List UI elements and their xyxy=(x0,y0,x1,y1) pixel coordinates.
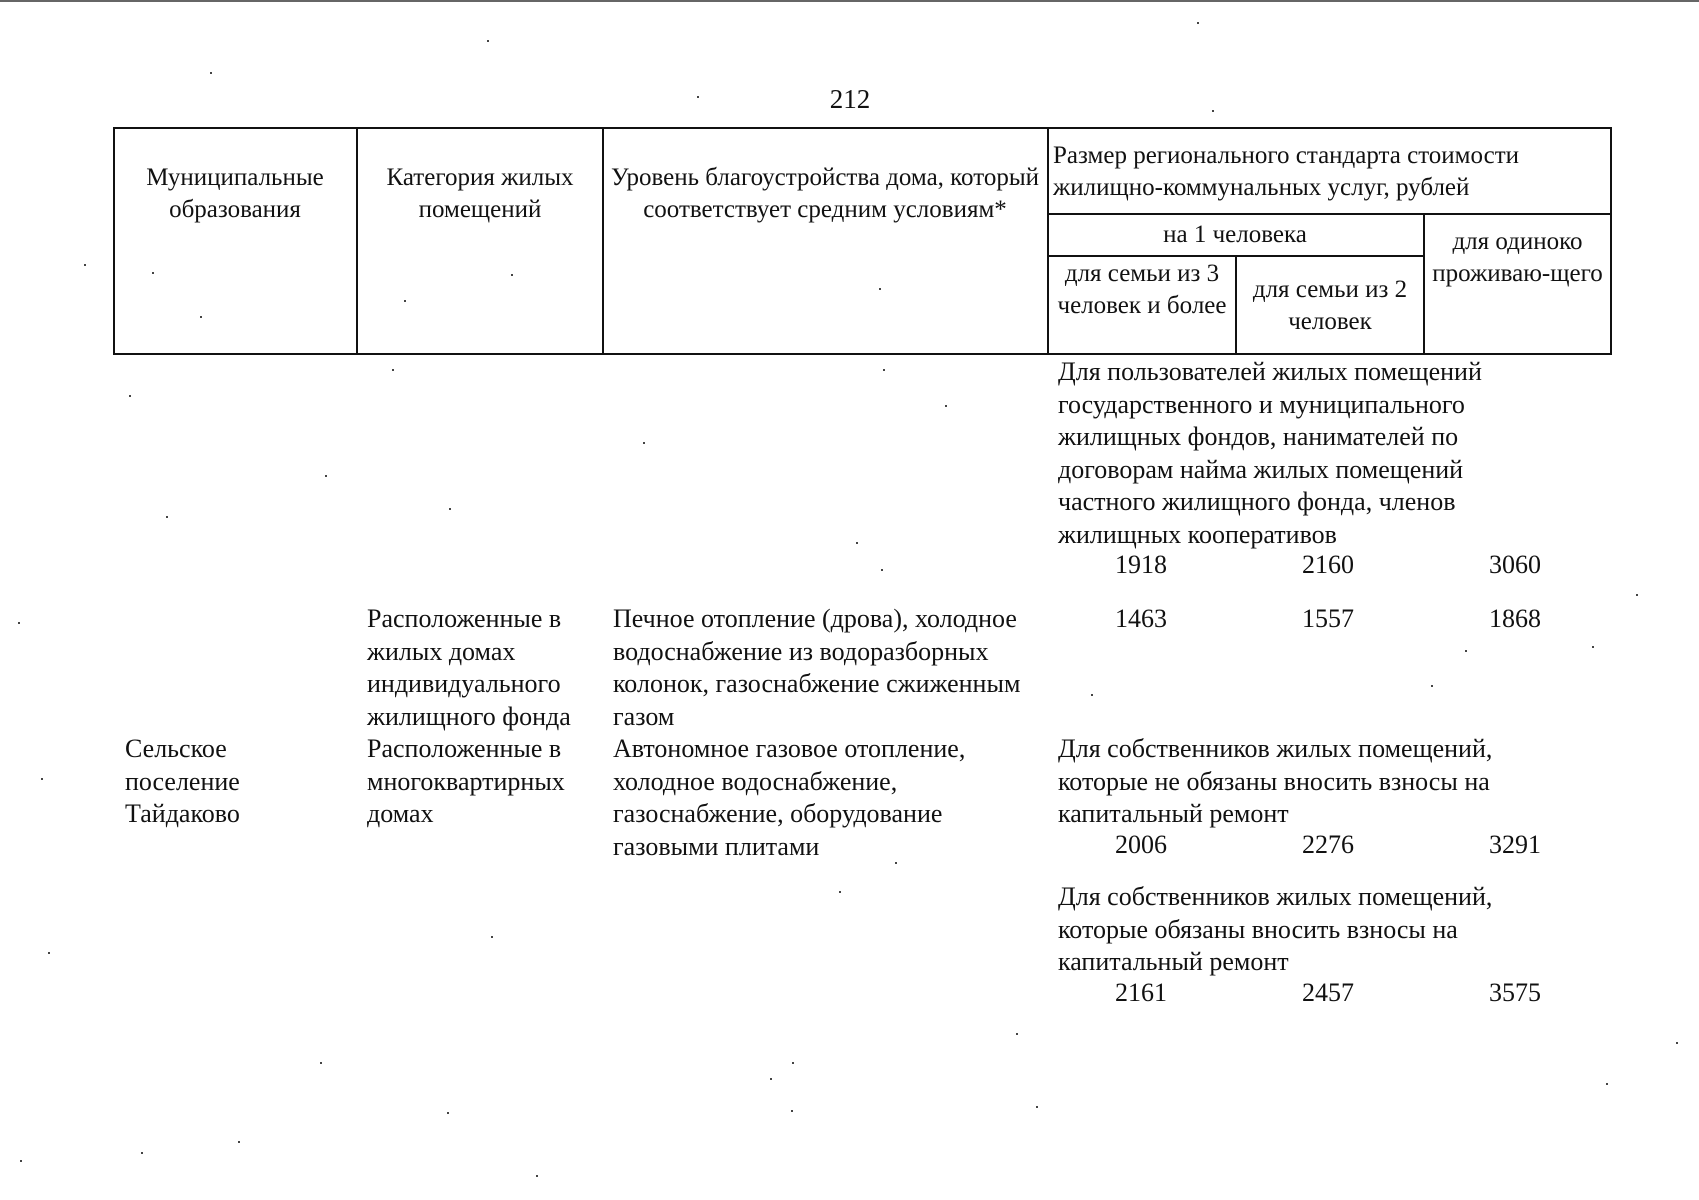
scan-speck xyxy=(129,395,131,397)
scan-speck xyxy=(1636,594,1638,596)
scan-speck xyxy=(883,369,885,371)
scan-speck xyxy=(48,952,50,954)
scan-speck xyxy=(839,891,841,893)
scan-speck xyxy=(770,1078,772,1080)
scan-speck xyxy=(18,622,20,624)
tenants-value-family3: 1918 xyxy=(1115,550,1167,579)
scan-speck xyxy=(84,264,86,266)
scan-speck xyxy=(210,72,212,74)
scan-speck xyxy=(320,1062,322,1064)
scan-speck xyxy=(879,288,881,290)
scan-speck xyxy=(792,1062,794,1064)
scan-speck xyxy=(945,405,947,407)
header-family3: для семьи из 3 человек и более xyxy=(1057,260,1227,319)
header-level: Уровень благоустройства дома, который соответствует средним условиям* xyxy=(611,164,1039,223)
tenants-value-family2: 2160 xyxy=(1302,550,1354,579)
scan-speck xyxy=(449,508,451,510)
header-municipal: Муниципальные образования xyxy=(146,164,324,223)
header-single: для одиноко проживаю-щего xyxy=(1432,228,1603,287)
header-family2: для семьи из 2 человек xyxy=(1252,276,1408,335)
apartment-level: Автономное газовое отопление, холодное водоснабжение, газоснабжение, оборудование газовыми плитами xyxy=(613,734,966,861)
scan-speck xyxy=(152,272,154,274)
scan-speck xyxy=(392,369,394,371)
scan-speck xyxy=(447,1112,449,1114)
scan-speck xyxy=(141,1152,143,1154)
scan-speck xyxy=(511,274,513,276)
scan-speck xyxy=(238,1141,240,1143)
scan-speck xyxy=(491,936,493,938)
apartment-category: Расположенные в многоквартирных домах xyxy=(367,734,565,828)
individual-value-family2: 1557 xyxy=(1302,604,1354,633)
scan-speck xyxy=(536,1175,538,1177)
header-category: Категория жилых помещений xyxy=(386,164,574,223)
owners-no-capital-value-single: 3291 xyxy=(1489,830,1541,859)
municipality-name: Сельское поселение Тайдаково xyxy=(125,734,240,828)
scan-speck xyxy=(1592,646,1594,648)
scan-speck xyxy=(166,516,168,518)
header-per-person: на 1 человека xyxy=(1163,221,1307,248)
owners-capital-value-family3: 2161 xyxy=(1115,978,1167,1007)
individual-value-family3: 1463 xyxy=(1115,604,1167,633)
section-tenants-label: Для пользователей жилых помещений государственного и муниципального жилищных фондов, нанимателей по договорам найма жилых помещений частного жилищного фонда, членов жилищных кооперативов xyxy=(1058,357,1482,549)
header-hline-1 xyxy=(1047,213,1612,215)
scan-speck xyxy=(643,442,645,444)
header-divider-2 xyxy=(602,127,604,355)
individual-value-single: 1868 xyxy=(1489,604,1541,633)
page-top-rule xyxy=(0,0,1699,2)
scan-speck xyxy=(200,316,202,318)
scan-speck xyxy=(1197,22,1199,24)
header-divider-3 xyxy=(1047,127,1049,355)
individual-level: Печное отопление (дрова), холодное водоснабжение из водоразборных колонок, газоснабжение сжиженным газом xyxy=(613,604,1021,731)
scan-speck xyxy=(1676,1042,1678,1044)
scan-speck xyxy=(1091,694,1093,696)
owners-no-capital-value-family3: 2006 xyxy=(1115,830,1167,859)
header-divider-5 xyxy=(1423,213,1425,355)
scan-speck xyxy=(1465,650,1467,652)
scan-speck xyxy=(325,475,327,477)
scan-speck xyxy=(1212,110,1214,112)
scan-speck xyxy=(20,1160,22,1162)
scan-speck xyxy=(1036,1106,1038,1108)
scan-speck xyxy=(487,40,489,42)
section-owners-no-capital-label: Для собственников жилых помещений, которые не обязаны вносить взносы на капитальный ремонт xyxy=(1058,734,1493,828)
scan-speck xyxy=(895,862,897,864)
page-number: 212 xyxy=(829,84,871,114)
scan-speck xyxy=(1431,685,1433,687)
owners-capital-value-family2: 2457 xyxy=(1302,978,1354,1007)
tenants-value-single: 3060 xyxy=(1489,550,1541,579)
scan-speck xyxy=(856,542,858,544)
owners-capital-value-single: 3575 xyxy=(1489,978,1541,1007)
header-divider-1 xyxy=(356,127,358,355)
scan-speck xyxy=(1606,1083,1608,1085)
scan-speck xyxy=(1016,1033,1018,1035)
owners-no-capital-value-family2: 2276 xyxy=(1302,830,1354,859)
individual-category: Расположенные в жилых домах индивидуального жилищного фонда xyxy=(367,604,571,731)
scan-speck xyxy=(881,569,883,571)
header-divider-4 xyxy=(1235,255,1237,355)
scan-speck xyxy=(404,300,406,302)
section-owners-capital-label: Для собственников жилых помещений, которые обязаны вносить взносы на капитальный ремонт xyxy=(1058,882,1493,976)
scan-speck xyxy=(697,96,699,98)
scan-speck xyxy=(41,778,43,780)
header-size-group: Размер регионального стандарта стоимости жилищно-коммунальных услуг, рублей xyxy=(1053,142,1520,201)
scan-speck xyxy=(791,1110,793,1112)
